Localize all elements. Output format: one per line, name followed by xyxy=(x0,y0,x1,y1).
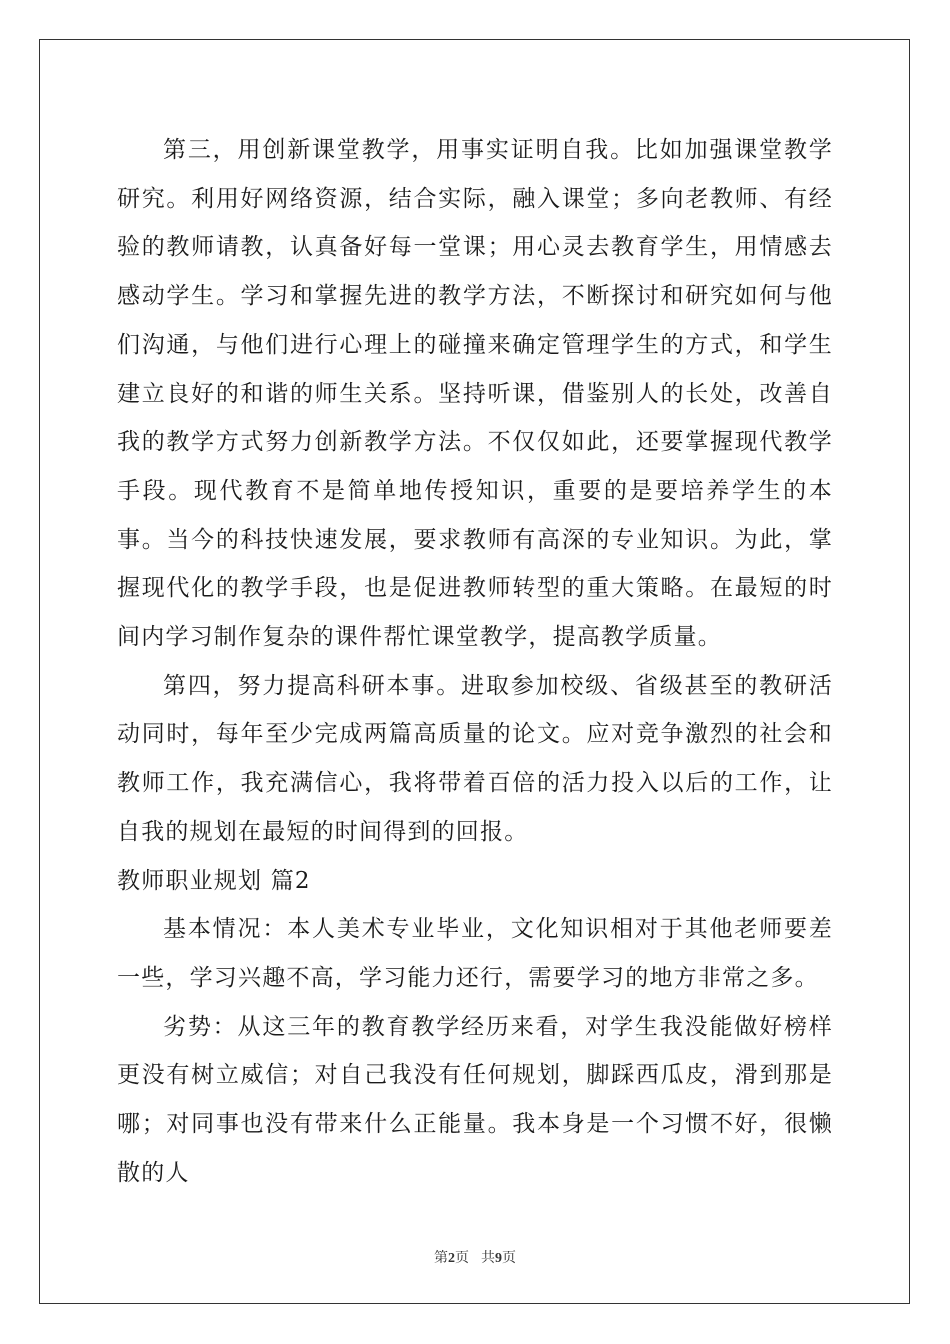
document-body xyxy=(117,126,833,1197)
page-current: 2 xyxy=(448,1251,455,1266)
page-footer xyxy=(0,1247,950,1267)
page-unit: 页 xyxy=(455,1251,469,1266)
page-prefix: 第 xyxy=(434,1251,448,1266)
paragraph-weaknesses: 劣势：从这三年的教育教学经历来看，对学生我没能做好榜样更没有树立威信；对自己我没有任何规划，脚踩西瓜皮，滑到那是哪；对同事也没有带来什么正能量。我本身是一个习惯不好，很懒散的人 xyxy=(117,1013,833,1186)
page-total: 9 xyxy=(495,1251,502,1266)
total-prefix: 共 xyxy=(481,1251,495,1266)
paragraph-innovative-teaching: 第三，用创新课堂教学，用事实证明自我。比如加强课堂教学研究。利用好网络资源，结合实际，融入课堂；多向老教师、有经验的教师请教，认真备好每一堂课；用心灵去教育学生，用情感去感动学生。学习和掌握先进的教学方法，不断探讨和研究如何与他们沟通，与他们进行心理上的碰撞来确定管理学生的方式，和学生建立良好的和谐的师生关系。坚持听课，借鉴别人的长处，改善自我的教学方式努力创新教学方法。不仅仅如此，还要掌握现代教学手段。现代教育不是简单地传授知识，重要的是要培养学生的本事。当今的科技快速发展，要求教师有高深的专业知识。为此，掌握现代化的教学手段，也是促进教师转型的重大策略。在最短的时间内学习制作复杂的课件帮忙课堂教学，提高教学质量。 xyxy=(117,137,833,651)
paragraph-basic-situation: 基本情况：本人美术专业毕业，文化知识相对于其他老师要差一些，学习兴趣不高，学习能力还行，需要学习的地方非常之多。 xyxy=(117,916,833,991)
section-heading: 教师职业规划 篇2 xyxy=(117,867,311,894)
total-unit: 页 xyxy=(502,1251,516,1266)
paragraph-research-ability: 第四，努力提高科研本事。进取参加校级、省级甚至的教研活动同时，每年至少完成两篇高质量的论文。应对竞争激烈的社会和教师工作，我充满信心，我将带着百倍的活力投入以后的工作，让自我的规划在最短的时间得到的回报。 xyxy=(117,672,833,845)
